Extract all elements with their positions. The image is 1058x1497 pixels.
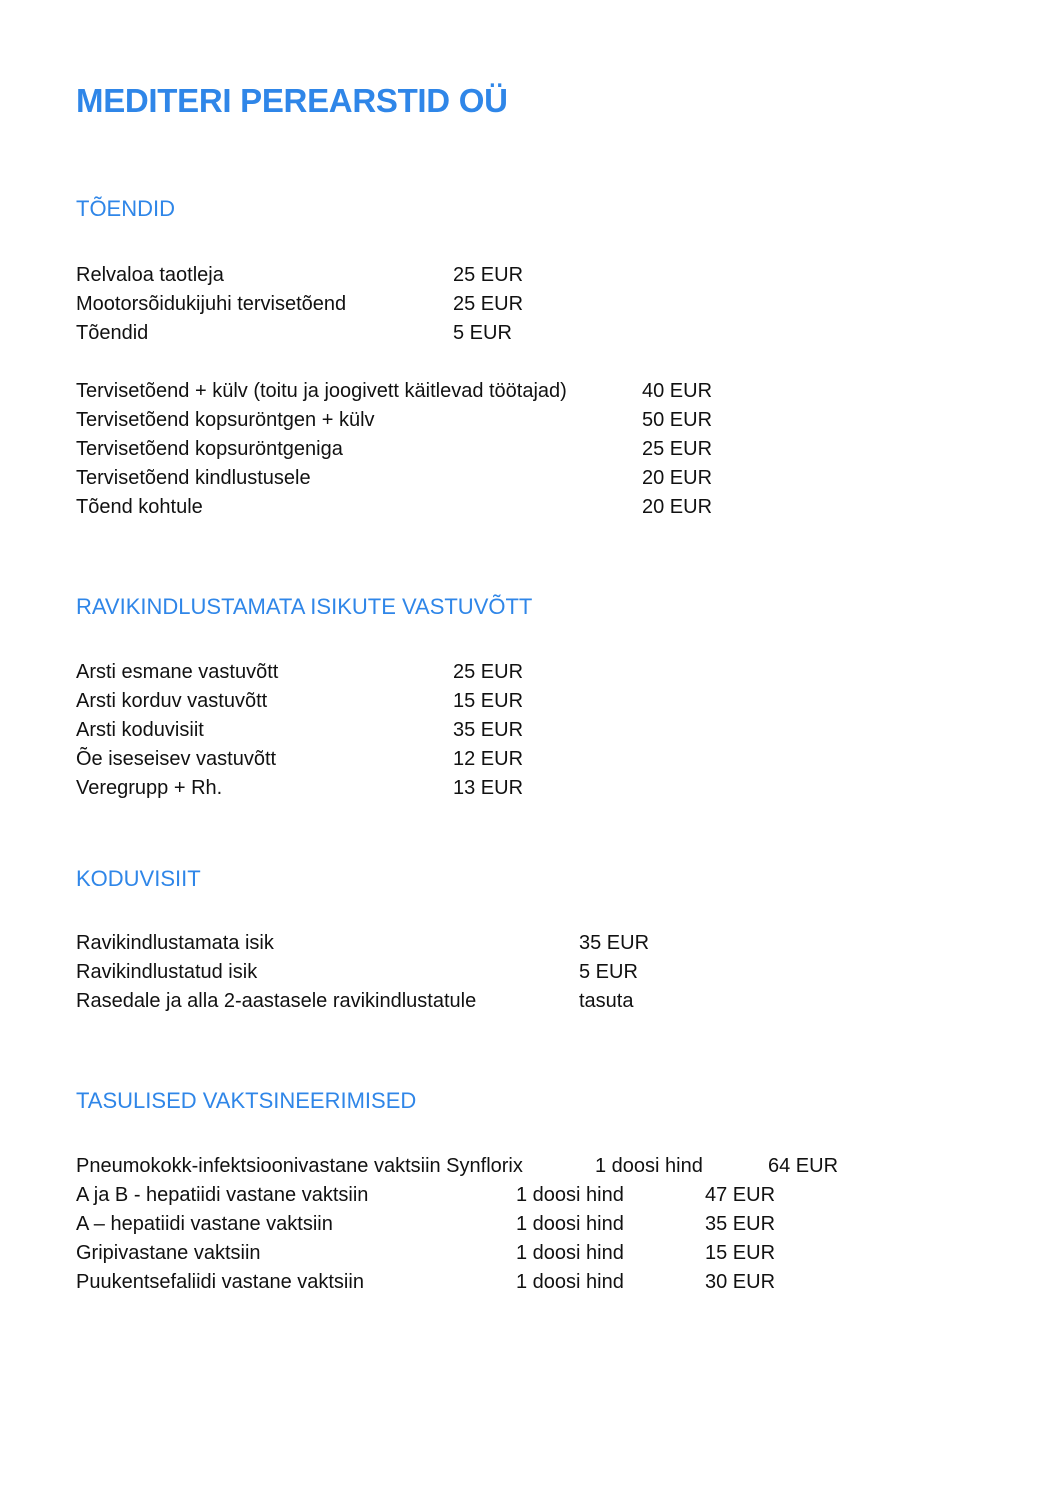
vaccine-price: 47 EUR [705, 1184, 776, 1206]
vaccine-price: 30 EUR [705, 1271, 776, 1293]
service-price: 35 EUR [453, 719, 524, 741]
section-heading-toendid: TÕENDID [76, 196, 175, 221]
section-heading-ravikindlustamata: RAVIKINDLUSTAMATA ISIKUTE VASTUVÕTT [76, 594, 533, 619]
vaccine-name: A ja B - hepatiidi vastane vaktsiin [76, 1184, 369, 1206]
vaccine-price: 35 EUR [705, 1213, 776, 1235]
service-name: Tervisetõend kopsuröntgen + külv [76, 409, 375, 431]
service-price: 40 EUR [642, 380, 713, 402]
vaccine-unit: 1 doosi hind [595, 1155, 703, 1177]
service-price: 13 EUR [453, 777, 524, 799]
service-price: 20 EUR [642, 496, 713, 518]
service-name: Ravikindlustamata isik [76, 932, 274, 954]
vaccine-unit: 1 doosi hind [516, 1184, 624, 1206]
service-price: 5 EUR [453, 322, 512, 344]
vaccine-price: 15 EUR [705, 1242, 776, 1264]
vaccine-unit: 1 doosi hind [516, 1213, 624, 1235]
service-name: Mootorsõidukijuhi tervisetõend [76, 293, 347, 315]
section-heading-koduvisiit: KODUVISIIT [76, 866, 201, 891]
service-price: 25 EUR [642, 438, 713, 460]
service-price: 50 EUR [642, 409, 713, 431]
service-name: Arsti korduv vastuvõtt [76, 690, 268, 712]
vaccine-name: Pneumokokk-infektsioonivastane vaktsiin Synflorix [76, 1155, 523, 1177]
service-price: 15 EUR [453, 690, 524, 712]
service-name: Relvaloa taotleja [76, 264, 224, 286]
service-name: Tervisetõend + külv (toitu ja joogivett käitlevad töötajad) [76, 380, 567, 402]
service-name: Õe iseseisev vastuvõtt [76, 748, 277, 770]
service-name: Tervisetõend kopsuröntgeniga [76, 438, 343, 460]
service-price: 25 EUR [453, 293, 524, 315]
service-price: 5 EUR [579, 961, 638, 983]
service-name: Veregrupp + Rh. [76, 777, 223, 799]
service-name: Arsti koduvisiit [76, 719, 204, 741]
service-name: Tõend kohtule [76, 496, 203, 518]
vaccine-name: A – hepatiidi vastane vaktsiin [76, 1213, 333, 1235]
vaccine-unit: 1 doosi hind [516, 1242, 624, 1264]
service-name: Tõendid [76, 322, 149, 344]
service-name: Ravikindlustatud isik [76, 961, 258, 983]
service-price: 20 EUR [642, 467, 713, 489]
vaccine-price: 64 EUR [768, 1155, 839, 1177]
vaccine-name: Gripivastane vaktsiin [76, 1242, 261, 1264]
vaccine-name: Puukentsefaliidi vastane vaktsiin [76, 1271, 364, 1293]
service-name: Arsti esmane vastuvõtt [76, 661, 279, 683]
service-price: 25 EUR [453, 661, 524, 683]
section-heading-vaktsineerimised: TASULISED VAKTSINEERIMISED [76, 1088, 417, 1113]
service-price: 25 EUR [453, 264, 524, 286]
service-name: Tervisetõend kindlustusele [76, 467, 311, 489]
service-price: tasuta [579, 990, 634, 1012]
vaccine-unit: 1 doosi hind [516, 1271, 624, 1293]
service-name: Rasedale ja alla 2-aastasele ravikindlustatule [76, 990, 477, 1012]
page-title: MEDITERI PEREARSTID OÜ [76, 82, 508, 119]
service-price: 12 EUR [453, 748, 524, 770]
service-price: 35 EUR [579, 932, 650, 954]
